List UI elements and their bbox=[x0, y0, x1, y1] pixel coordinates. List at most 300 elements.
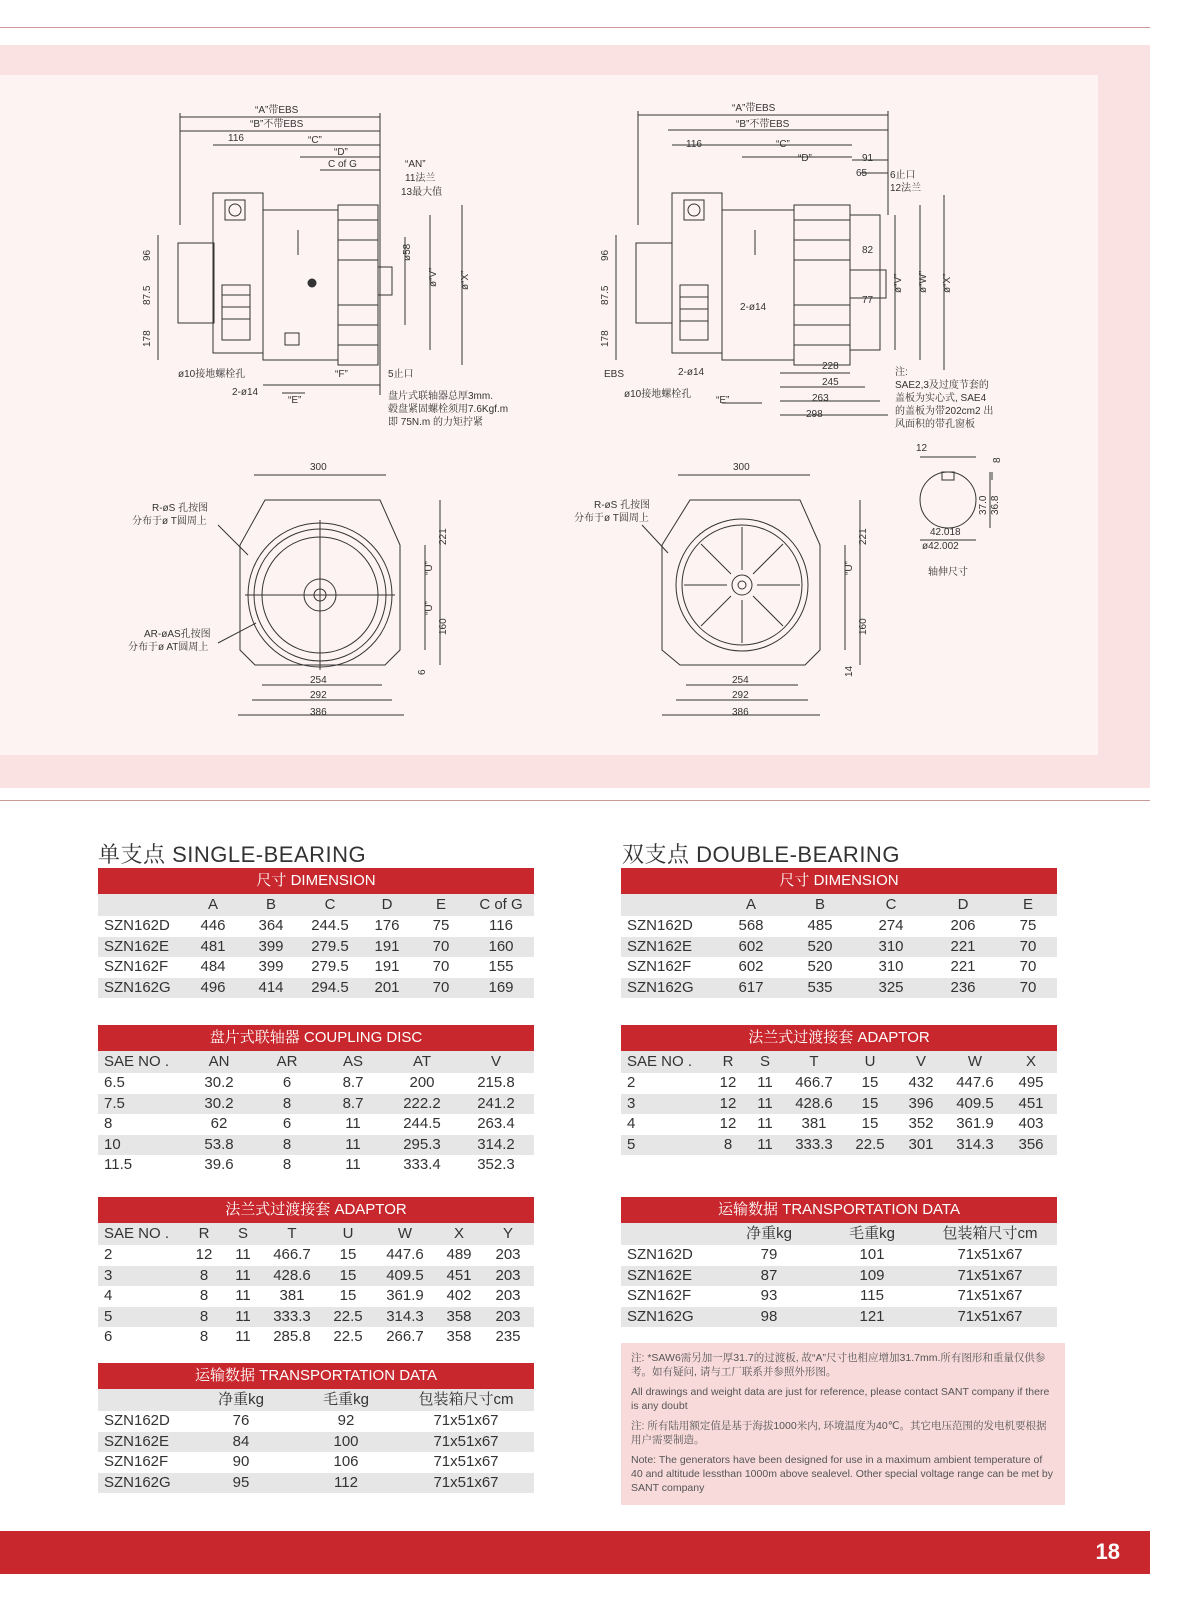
table-row bbox=[98, 1411, 534, 1432]
table-row bbox=[621, 957, 1057, 978]
table-cell: 274 bbox=[878, 917, 904, 934]
table-cell: 95 bbox=[232, 1473, 250, 1491]
table-cell: 8.7 bbox=[342, 1074, 364, 1091]
svg-text:即 75N.m 的力矩拧紧: 即 75N.m 的力矩拧紧 bbox=[388, 417, 484, 428]
table-cell: 毛重kg bbox=[323, 1391, 369, 1408]
table-cell: 236 bbox=[950, 978, 976, 996]
svg-text:386: 386 bbox=[732, 707, 749, 718]
table-cell: 485 bbox=[807, 917, 833, 934]
table-cell: U bbox=[342, 1225, 354, 1242]
table-cell: 92 bbox=[337, 1412, 355, 1429]
svg-text:36.8: 36.8 bbox=[990, 495, 1001, 515]
table-cell: R bbox=[198, 1225, 210, 1242]
table-cell: 53.8 bbox=[204, 1135, 234, 1153]
table-cell: SZN162E bbox=[627, 937, 693, 955]
single-bottom-labels bbox=[178, 367, 414, 406]
table-cell: 301 bbox=[908, 1135, 934, 1153]
svg-text:ø10接地螺栓孔: ø10接地螺栓孔 bbox=[624, 389, 692, 400]
table-cell: 446 bbox=[200, 917, 226, 934]
svg-text:“U”: “U” bbox=[844, 561, 855, 575]
table-cell: 403 bbox=[1018, 1115, 1044, 1133]
table-cell: SZN162F bbox=[104, 1453, 169, 1471]
svg-text:ø“V”: ø“V” bbox=[893, 273, 904, 293]
table-cell: 12 bbox=[195, 1246, 213, 1263]
table-cell: 4 bbox=[104, 1287, 113, 1305]
table-cell: 200 bbox=[409, 1074, 435, 1091]
table-header-row bbox=[98, 1223, 534, 1245]
svg-text:300: 300 bbox=[733, 462, 750, 473]
single-left-dims bbox=[142, 249, 153, 347]
table-cell: E bbox=[1022, 896, 1033, 913]
table-cell: 5 bbox=[627, 1135, 636, 1153]
table-header-row bbox=[98, 1051, 534, 1073]
table-cell: 70 bbox=[432, 937, 450, 955]
table-cell bbox=[621, 1223, 717, 1245]
table-title: 盘片式联轴器 COUPLING DISC bbox=[98, 1025, 534, 1051]
table-cell: 447.6 bbox=[386, 1246, 424, 1263]
table-cell: 109 bbox=[859, 1266, 885, 1284]
table-cell: 428.6 bbox=[273, 1266, 311, 1284]
table-cell: 333.3 bbox=[795, 1135, 833, 1153]
svg-text:“B”不带EBS: “B”不带EBS bbox=[250, 119, 304, 130]
note-en-rating: Note: The generators have been designed for use in a maximum ambient temperature of 40 and altitude lessthan 1000m above sealevel. Other special voltage range can be met by SANT company bbox=[631, 1454, 1054, 1494]
svg-text:轴伸尺寸: 轴伸尺寸 bbox=[928, 567, 968, 578]
svg-text:116: 116 bbox=[228, 133, 244, 144]
single-transport-table bbox=[98, 1363, 534, 1493]
table-row bbox=[98, 937, 534, 958]
svg-text:300: 300 bbox=[310, 462, 327, 473]
svg-text:292: 292 bbox=[732, 690, 749, 701]
table-cell: 235 bbox=[495, 1328, 521, 1346]
table-cell: 481 bbox=[200, 937, 226, 955]
table-cell: 11 bbox=[235, 1307, 251, 1325]
svg-text:91: 91 bbox=[862, 153, 874, 164]
svg-text:“B”不带EBS: “B”不带EBS bbox=[736, 119, 790, 130]
table-cell: 106 bbox=[333, 1453, 359, 1471]
table-cell: 381 bbox=[801, 1115, 827, 1133]
table-cell: SZN162D bbox=[627, 917, 693, 934]
table-cell: SZN162D bbox=[104, 917, 170, 934]
table-cell: 15 bbox=[339, 1266, 357, 1284]
double-end-labels bbox=[574, 498, 650, 524]
table-row bbox=[621, 937, 1057, 958]
svg-text:12: 12 bbox=[916, 443, 928, 454]
table-cell: 602 bbox=[738, 937, 764, 955]
table-cell: 11 bbox=[757, 1074, 773, 1091]
table-cell: SAE NO . bbox=[627, 1053, 693, 1070]
table-row bbox=[98, 1452, 534, 1473]
svg-text:160: 160 bbox=[438, 618, 449, 635]
table-cell: 11 bbox=[757, 1115, 773, 1133]
table-cell: 314.3 bbox=[386, 1307, 424, 1325]
table-cell: 295.3 bbox=[403, 1135, 441, 1153]
table-cell: 364 bbox=[258, 917, 284, 934]
svg-text:SAE2,3及过度节套的: SAE2,3及过度节套的 bbox=[895, 380, 989, 391]
table-cell: 11 bbox=[235, 1246, 251, 1263]
table-cell: 包装箱尺寸cm bbox=[418, 1391, 514, 1408]
svg-text:“A”带EBS: “A”带EBS bbox=[255, 105, 299, 116]
table-title: 尺寸 DIMENSION bbox=[621, 868, 1057, 894]
svg-text:178: 178 bbox=[142, 330, 153, 347]
table-cell: 115 bbox=[860, 1287, 884, 1305]
note-cn-reference: 注: *SAW6需另加一厚31.7的过渡板, 故“A”尺寸也相应增加31.7mm.所有图形和重量仅供参考。如有疑问, 请与工厂联系并参照外形图。 bbox=[631, 1352, 1046, 1378]
table-cell: 203 bbox=[495, 1266, 521, 1284]
table-cell: 3 bbox=[104, 1266, 113, 1284]
table-cell: 12 bbox=[719, 1094, 737, 1112]
table-cell: 402 bbox=[446, 1287, 472, 1305]
table-cell: 71x51x67 bbox=[433, 1453, 499, 1471]
table-cell: 22.5 bbox=[855, 1135, 885, 1153]
table-cell: 428.6 bbox=[795, 1094, 833, 1112]
table-cell: 71x51x67 bbox=[957, 1287, 1023, 1305]
svg-text:毂盘紧固螺栓须用7.6Kgf.m: 毂盘紧固螺栓须用7.6Kgf.m bbox=[388, 404, 509, 415]
table-cell: C bbox=[885, 896, 897, 913]
note-cn-rating: 注: 所有陆用额定值是基于海拔1000米内, 环境温度为40℃。其它电压范围的发电机要根据用户需要制造。 bbox=[631, 1420, 1047, 1446]
table-cell: 8 bbox=[199, 1328, 209, 1346]
top-rule bbox=[0, 27, 1150, 28]
table-cell: AS bbox=[342, 1053, 363, 1070]
table-cell: B bbox=[265, 896, 276, 913]
svg-text:292: 292 bbox=[310, 690, 327, 701]
table-cell: 361.9 bbox=[956, 1115, 994, 1133]
table-cell: 121 bbox=[859, 1307, 885, 1325]
svg-text:“U”: “U” bbox=[424, 601, 435, 615]
table-cell: 314.3 bbox=[956, 1135, 994, 1153]
table-cell: 71x51x67 bbox=[957, 1246, 1023, 1263]
table-cell: 8 bbox=[723, 1135, 733, 1153]
double-left-dims bbox=[600, 249, 611, 347]
table-cell: SZN162G bbox=[104, 1473, 171, 1491]
single-coupling-table bbox=[98, 1025, 534, 1176]
table-cell: 22.5 bbox=[333, 1307, 363, 1325]
table-cell: 244.5 bbox=[311, 917, 349, 934]
svg-text:ø“X”: ø“X” bbox=[460, 270, 471, 290]
table-row bbox=[621, 1286, 1057, 1307]
table-cell: 352 bbox=[908, 1115, 934, 1133]
svg-text:“U”: “U” bbox=[424, 561, 435, 575]
svg-text:“E”: “E” bbox=[716, 395, 730, 406]
table-cell: 451 bbox=[1018, 1094, 1044, 1112]
table-cell: 8 bbox=[199, 1287, 209, 1305]
svg-text:160: 160 bbox=[858, 618, 869, 635]
table-cell: 617 bbox=[738, 978, 764, 996]
table-cell: 221 bbox=[950, 937, 976, 955]
table-cell: 71x51x67 bbox=[957, 1307, 1023, 1325]
table-cell: S bbox=[759, 1053, 770, 1070]
table-row bbox=[621, 1114, 1057, 1135]
table-cell: 215.8 bbox=[477, 1074, 515, 1091]
table-cell: SZN162F bbox=[627, 958, 692, 976]
table-cell: 602 bbox=[738, 958, 764, 976]
table-cell: 11 bbox=[345, 1156, 361, 1174]
table-cell: 466.7 bbox=[795, 1074, 833, 1091]
table-cell: 495 bbox=[1018, 1074, 1044, 1091]
technical-drawings bbox=[0, 75, 1098, 755]
table-cell: 396 bbox=[908, 1094, 934, 1112]
table-cell: AN bbox=[208, 1053, 230, 1070]
table-cell: 11.5 bbox=[104, 1156, 133, 1174]
table-cell: 75 bbox=[432, 917, 450, 934]
table-cell: D bbox=[957, 896, 969, 913]
table-row bbox=[98, 978, 534, 999]
table-cell: 285.8 bbox=[273, 1328, 311, 1346]
table-cell: 90 bbox=[232, 1453, 250, 1471]
svg-text:298: 298 bbox=[806, 409, 823, 420]
table-cell: 7.5 bbox=[104, 1094, 125, 1112]
table-cell: X bbox=[1025, 1053, 1036, 1070]
table-cell: 325 bbox=[878, 978, 904, 996]
table-cell: 484 bbox=[200, 958, 226, 976]
table-title: 法兰式过渡接套 ADAPTOR bbox=[98, 1197, 534, 1223]
table-row bbox=[98, 1114, 534, 1135]
table-cell: 12 bbox=[719, 1115, 737, 1133]
table-cell: 71x51x67 bbox=[433, 1432, 499, 1450]
table-cell: AR bbox=[276, 1053, 298, 1070]
svg-text:AR-øAS孔按图: AR-øAS孔按图 bbox=[144, 629, 211, 640]
table-cell: 520 bbox=[807, 958, 833, 976]
table-cell: V bbox=[490, 1053, 501, 1070]
table-cell: 71x51x67 bbox=[957, 1266, 1023, 1284]
single-right-dims bbox=[402, 243, 471, 290]
table-cell: 8 bbox=[104, 1115, 113, 1133]
table-header-row bbox=[621, 1051, 1057, 1073]
svg-text:96: 96 bbox=[600, 249, 611, 261]
svg-text:分布于ø T圆周上: 分布于ø T圆周上 bbox=[132, 516, 207, 527]
table-cell: 489 bbox=[446, 1246, 472, 1263]
table-cell: SZN162G bbox=[627, 978, 694, 996]
svg-text:2-ø14: 2-ø14 bbox=[232, 387, 259, 398]
table-cell: 79 bbox=[760, 1246, 778, 1263]
table-cell: 155 bbox=[488, 958, 514, 976]
svg-text:“C”: “C” bbox=[776, 139, 790, 150]
svg-text:“F”: “F” bbox=[335, 369, 348, 380]
table-cell: 409.5 bbox=[386, 1266, 424, 1284]
svg-text:13最大值: 13最大值 bbox=[401, 187, 443, 198]
table-cell: SZN162E bbox=[104, 937, 170, 955]
svg-text:C of G: C of G bbox=[328, 159, 357, 170]
table-cell: W bbox=[967, 1053, 983, 1070]
svg-text:42.018: 42.018 bbox=[930, 527, 961, 538]
table-row bbox=[98, 1286, 534, 1307]
table-cell: 11 bbox=[757, 1135, 773, 1153]
table-cell: E bbox=[435, 896, 446, 913]
table-cell: SAE NO . bbox=[104, 1053, 170, 1070]
table-cell: 11 bbox=[235, 1328, 251, 1346]
table-cell: 8 bbox=[282, 1094, 292, 1112]
svg-text:“AN”: “AN” bbox=[405, 159, 426, 170]
svg-text:ø10接地螺栓孔: ø10接地螺栓孔 bbox=[178, 369, 246, 380]
double-bearing-end-view bbox=[642, 475, 860, 715]
svg-text:ø“W”: ø“W” bbox=[918, 270, 929, 293]
table-cell: 6 bbox=[282, 1074, 292, 1091]
table-header-row bbox=[98, 1389, 534, 1411]
table-cell: 包装箱尺寸cm bbox=[942, 1225, 1038, 1242]
shaft-detail-labels bbox=[916, 443, 1003, 578]
table-row bbox=[98, 1307, 534, 1328]
svg-text:245: 245 bbox=[822, 377, 839, 388]
table-cell: 22.5 bbox=[333, 1328, 363, 1346]
double-right-dims bbox=[862, 245, 953, 306]
table-cell: 520 bbox=[807, 937, 833, 955]
svg-text:228: 228 bbox=[822, 361, 839, 372]
svg-text:ø“V”: ø“V” bbox=[428, 267, 439, 287]
table-cell: 70 bbox=[432, 958, 450, 976]
table-title: 运输数据 TRANSPORTATION DATA bbox=[621, 1197, 1057, 1223]
table-cell: 221 bbox=[950, 958, 976, 976]
table-cell: 244.5 bbox=[403, 1115, 441, 1133]
table-title: 运输数据 TRANSPORTATION DATA bbox=[98, 1363, 534, 1389]
table-cell: 116 bbox=[489, 917, 513, 934]
table-cell: 381 bbox=[279, 1287, 305, 1305]
table-cell bbox=[98, 1389, 188, 1411]
svg-text:“A”带EBS: “A”带EBS bbox=[732, 103, 776, 114]
svg-text:254: 254 bbox=[732, 675, 749, 686]
table-cell: R bbox=[722, 1053, 734, 1070]
table-cell: 11 bbox=[757, 1094, 773, 1112]
table-cell: 4 bbox=[627, 1115, 636, 1133]
table-cell: D bbox=[381, 896, 393, 913]
table-cell: 98 bbox=[760, 1307, 778, 1325]
table-row bbox=[98, 1266, 534, 1287]
table-cell: SZN162D bbox=[627, 1246, 693, 1263]
table-row bbox=[621, 1307, 1057, 1328]
table-cell: 11 bbox=[345, 1135, 361, 1153]
table-cell: 535 bbox=[807, 978, 833, 996]
svg-text:6: 6 bbox=[417, 669, 428, 675]
table-cell: 279.5 bbox=[311, 958, 349, 976]
table-cell: 2 bbox=[104, 1246, 113, 1263]
svg-text:254: 254 bbox=[310, 675, 327, 686]
table-cell: 333.3 bbox=[273, 1307, 311, 1325]
svg-text:ø58: ø58 bbox=[402, 243, 413, 261]
notes-box bbox=[621, 1343, 1065, 1505]
svg-text:的盖板为带202cm2 出: 的盖板为带202cm2 出 bbox=[895, 406, 994, 417]
table-cell: A bbox=[745, 896, 756, 913]
table-header-row bbox=[98, 894, 534, 916]
table-cell: 毛重kg bbox=[849, 1225, 895, 1242]
double-dimension-table bbox=[621, 868, 1057, 998]
table-cell: 203 bbox=[495, 1246, 521, 1263]
table-cell: 8.7 bbox=[342, 1094, 364, 1112]
table-cell: 310 bbox=[878, 937, 904, 955]
table-row bbox=[98, 1135, 534, 1156]
svg-text:37.0: 37.0 bbox=[978, 495, 989, 515]
table-cell: 206 bbox=[950, 917, 976, 934]
table-cell: 414 bbox=[258, 978, 284, 996]
table-cell bbox=[621, 894, 717, 916]
table-row bbox=[98, 1327, 534, 1348]
table-cell: X bbox=[453, 1225, 464, 1242]
table-cell: 71x51x67 bbox=[433, 1412, 499, 1429]
note-en-reference: All drawings and weight data are just for reference, please contact SANT company if there is any doubt bbox=[631, 1386, 1050, 1412]
table-title: 法兰式过渡接套 ADAPTOR bbox=[621, 1025, 1057, 1051]
table-cell: SZN162F bbox=[627, 1287, 692, 1305]
table-cell: 310 bbox=[878, 958, 904, 976]
table-row bbox=[98, 1094, 534, 1115]
table-cell: 10 bbox=[104, 1135, 121, 1153]
table-cell: 112 bbox=[334, 1473, 358, 1491]
table-row bbox=[98, 1073, 534, 1094]
table-cell: 11 bbox=[235, 1266, 251, 1284]
table-cell: 6 bbox=[104, 1328, 113, 1346]
table-cell: 2 bbox=[627, 1074, 636, 1091]
svg-text:82: 82 bbox=[862, 245, 874, 256]
table-cell: 12 bbox=[719, 1074, 737, 1091]
single-dimension-table bbox=[98, 868, 534, 998]
table-cell: 76 bbox=[232, 1412, 250, 1429]
drawing-svg bbox=[0, 75, 1098, 755]
table-cell: Y bbox=[502, 1225, 513, 1242]
svg-text:R-øS 孔按图: R-øS 孔按图 bbox=[152, 503, 209, 514]
table-cell: 净重kg bbox=[218, 1391, 264, 1408]
table-cell: 3 bbox=[627, 1094, 636, 1112]
svg-text:87.5: 87.5 bbox=[600, 285, 611, 305]
table-cell: C of G bbox=[479, 896, 523, 913]
table-cell: 70 bbox=[1019, 937, 1037, 955]
table-cell: 84 bbox=[232, 1432, 250, 1450]
svg-text:87.5: 87.5 bbox=[142, 285, 153, 305]
table-cell: 314.2 bbox=[477, 1135, 515, 1153]
table-cell: 87 bbox=[760, 1266, 778, 1284]
table-cell: 466.7 bbox=[273, 1246, 311, 1263]
table-cell: 352.3 bbox=[477, 1156, 515, 1174]
middle-rule bbox=[0, 800, 1150, 801]
table-cell: A bbox=[207, 896, 218, 913]
table-row bbox=[98, 957, 534, 978]
svg-text:2-ø14: 2-ø14 bbox=[740, 302, 767, 313]
table-cell: 8 bbox=[199, 1307, 209, 1325]
table-cell: 15 bbox=[339, 1287, 357, 1305]
svg-text:“C”: “C” bbox=[308, 135, 322, 146]
table-header-row bbox=[621, 1223, 1057, 1245]
svg-text:5止口: 5止口 bbox=[388, 369, 414, 380]
svg-text:分布于ø AT圆周上: 分布于ø AT圆周上 bbox=[128, 642, 209, 653]
svg-text:12法兰: 12法兰 bbox=[890, 183, 922, 194]
double-adaptor-note bbox=[895, 366, 993, 430]
table-cell: 93 bbox=[760, 1287, 778, 1305]
table-cell: B bbox=[814, 896, 825, 913]
table-cell: 39.6 bbox=[204, 1156, 234, 1174]
svg-text:EBS: EBS bbox=[604, 369, 625, 380]
table-cell: 496 bbox=[200, 978, 226, 996]
svg-text:96: 96 bbox=[142, 249, 153, 261]
table-cell: 62 bbox=[210, 1115, 228, 1133]
table-row bbox=[98, 1245, 534, 1266]
table-cell: 203 bbox=[495, 1307, 521, 1325]
double-bearing-heading: 双支点 DOUBLE-BEARING bbox=[622, 842, 900, 867]
table-cell: 191 bbox=[374, 937, 400, 955]
table-row bbox=[621, 978, 1057, 999]
drawing-panel bbox=[0, 45, 1150, 788]
table-cell: 451 bbox=[446, 1266, 472, 1284]
svg-text:“E”: “E” bbox=[288, 395, 302, 406]
table-cell: 11 bbox=[235, 1287, 251, 1305]
table-cell: 70 bbox=[1019, 978, 1037, 996]
table-cell: 201 bbox=[374, 978, 400, 996]
svg-text:263: 263 bbox=[812, 393, 829, 404]
table-cell: 333.4 bbox=[403, 1156, 441, 1174]
svg-text:221: 221 bbox=[438, 528, 449, 545]
table-cell: 203 bbox=[495, 1287, 521, 1305]
page-number: 18 bbox=[1095, 1539, 1120, 1564]
table-cell: 6.5 bbox=[104, 1074, 125, 1091]
table-row bbox=[621, 1073, 1057, 1094]
single-bearing-heading: 单支点 SINGLE-BEARING bbox=[98, 842, 367, 867]
svg-text:“D”: “D” bbox=[798, 153, 812, 164]
single-adaptor-table bbox=[98, 1197, 534, 1348]
svg-text:14: 14 bbox=[844, 665, 855, 677]
double-adaptor-table bbox=[621, 1025, 1057, 1155]
